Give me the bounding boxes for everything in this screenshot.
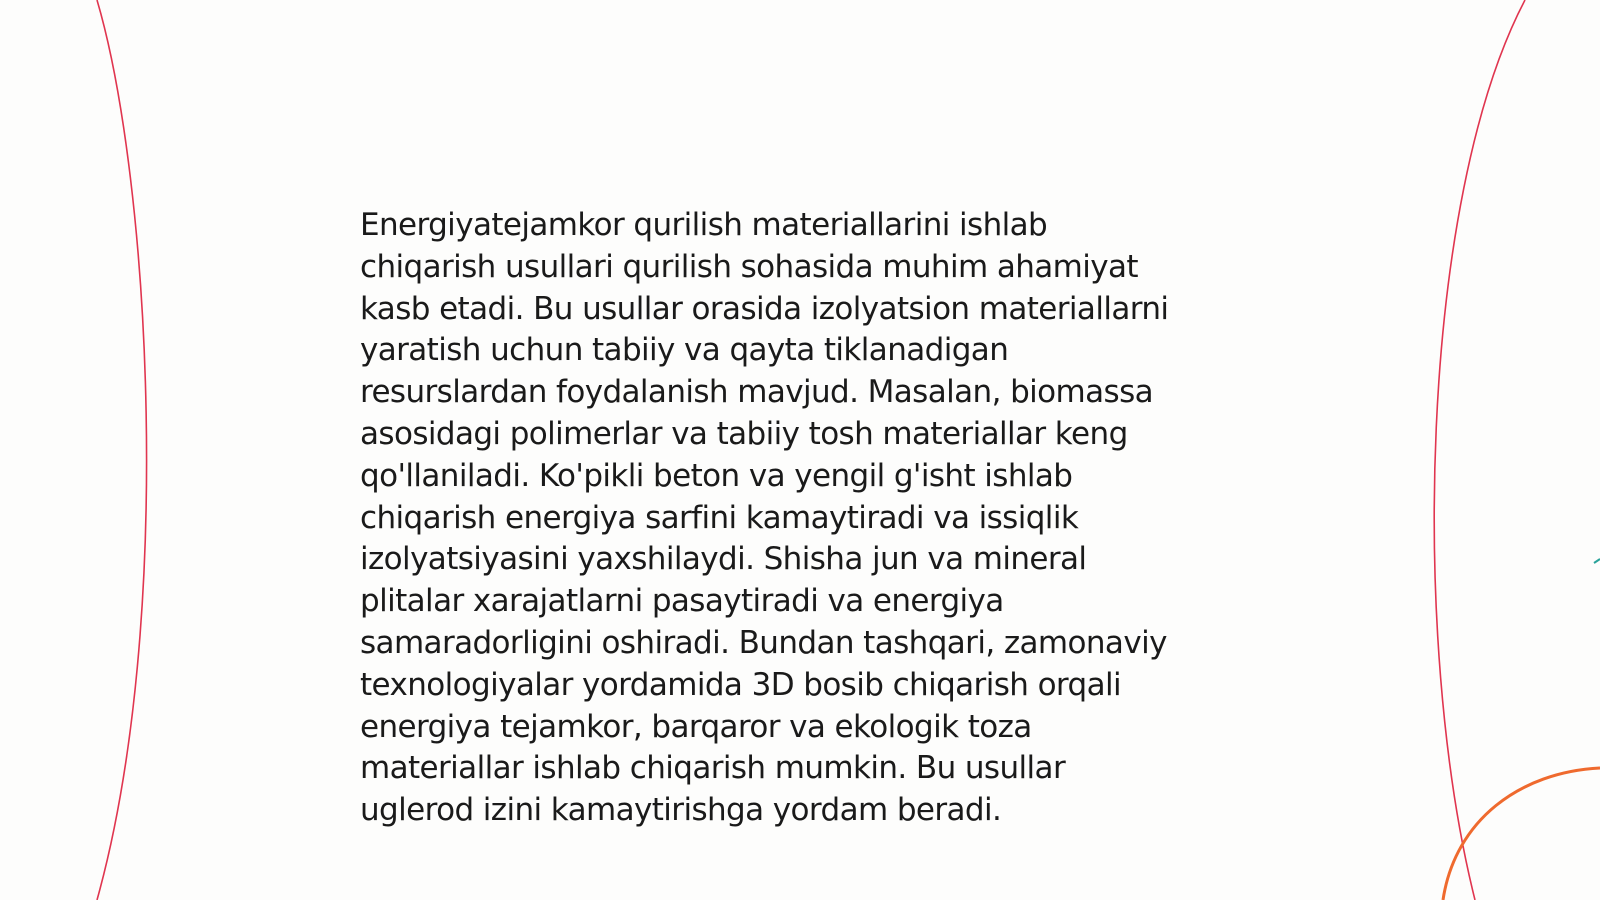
paragraph-line: resurslardan foydalanish mavjud. Masalan, biomassa <box>360 374 1154 411</box>
left-decorative-curve <box>97 0 147 900</box>
paragraph-line: texnologiyalar yordamida 3D bosib chiqarish orqali <box>360 666 1122 703</box>
paragraph-line: plitalar xarajatlarni pasaytiradi va energiya <box>360 583 1004 620</box>
paragraph-line: chiqarish usullari qurilish sohasida muhim ahamiyat <box>360 248 1138 285</box>
paragraph-line: yaratish uchun tabiiy va qayta tiklanadigan <box>360 332 1009 369</box>
paragraph-line: izolyatsiyasini yaxshilaydi. Shisha jun va mineral <box>360 541 1087 578</box>
orange-decorative-arc <box>1443 768 1600 900</box>
paragraph-line: Energiyatejamkor qurilish materiallarini ishlab <box>360 207 1048 243</box>
paragraph-line: uglerod izini kamaytirishga yordam beradi. <box>360 792 1002 829</box>
paragraph-line: asosidagi polimerlar va tabiiy tosh materiallar keng <box>360 415 1128 452</box>
paragraph-line: materiallar ishlab chiqarish mumkin. Bu usullar <box>360 750 1066 787</box>
paragraph-line: samaradorligini oshiradi. Bundan tashqari, zamonaviy <box>360 624 1167 661</box>
slide-body-paragraph <box>360 205 1260 832</box>
paragraph-line: chiqarish energiya sarfini kamaytiradi va issiqlik <box>360 499 1079 536</box>
teal-decorative-mark <box>1594 559 1600 563</box>
paragraph-line: kasb etadi. Bu usullar orasida izolyatsion materiallarni <box>360 290 1169 327</box>
right-decorative-curve <box>1434 0 1525 900</box>
paragraph-line: qo'llaniladi. Ko'pikli beton va yengil g'isht ishlab <box>360 457 1073 494</box>
paragraph-line: energiya tejamkor, barqaror va ekologik toza <box>360 708 1032 745</box>
